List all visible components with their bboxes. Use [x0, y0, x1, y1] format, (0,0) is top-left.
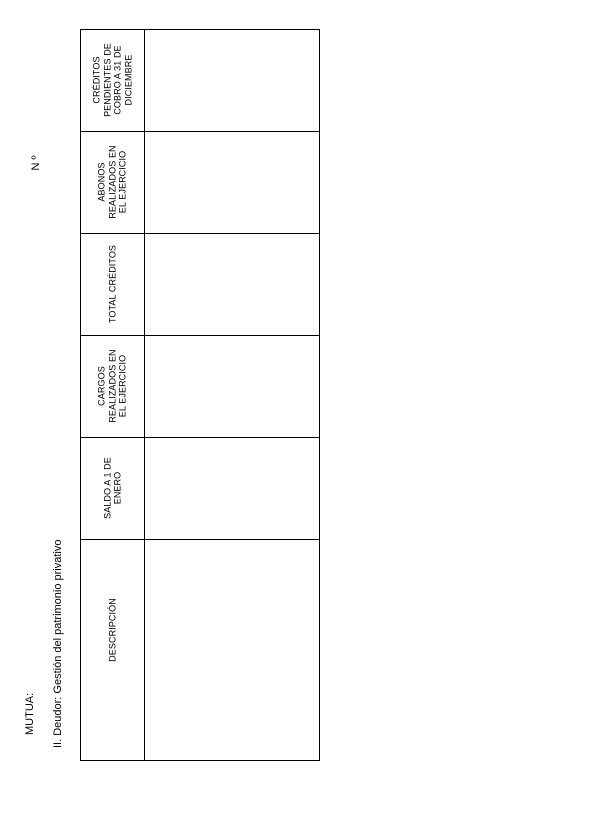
header-creditos-pendientes: CRÉDITOS PENDIENTES DE COBRO A 31 DE DICIEMBRE [91, 43, 133, 117]
mutua-label: MUTUA: [24, 692, 36, 735]
number-label: N º [30, 155, 42, 171]
header-saldo: SALDO A 1 DE ENERO [102, 457, 123, 519]
cell-descripcion[interactable] [145, 540, 319, 760]
cell-creditos-pendientes[interactable] [145, 30, 319, 131]
cell-abonos[interactable] [145, 132, 319, 233]
header-cargos: CARGOS REALIZADOS EN EL EJERCICIO [96, 349, 128, 423]
cell-saldo[interactable] [145, 438, 319, 539]
section-title: II. Deudor: Gestión del patrimonio privativo [52, 539, 64, 748]
header-abonos: ABONOS REALIZADOS EN EL EJERCICIO [96, 145, 128, 219]
header-descripcion: DESCRIPCIÓN [107, 598, 118, 662]
credits-table [80, 29, 320, 761]
header-total-creditos: TOTAL CRÉDITOS [107, 244, 118, 324]
cell-cargos[interactable] [145, 336, 319, 437]
cell-total-creditos[interactable] [145, 234, 319, 335]
